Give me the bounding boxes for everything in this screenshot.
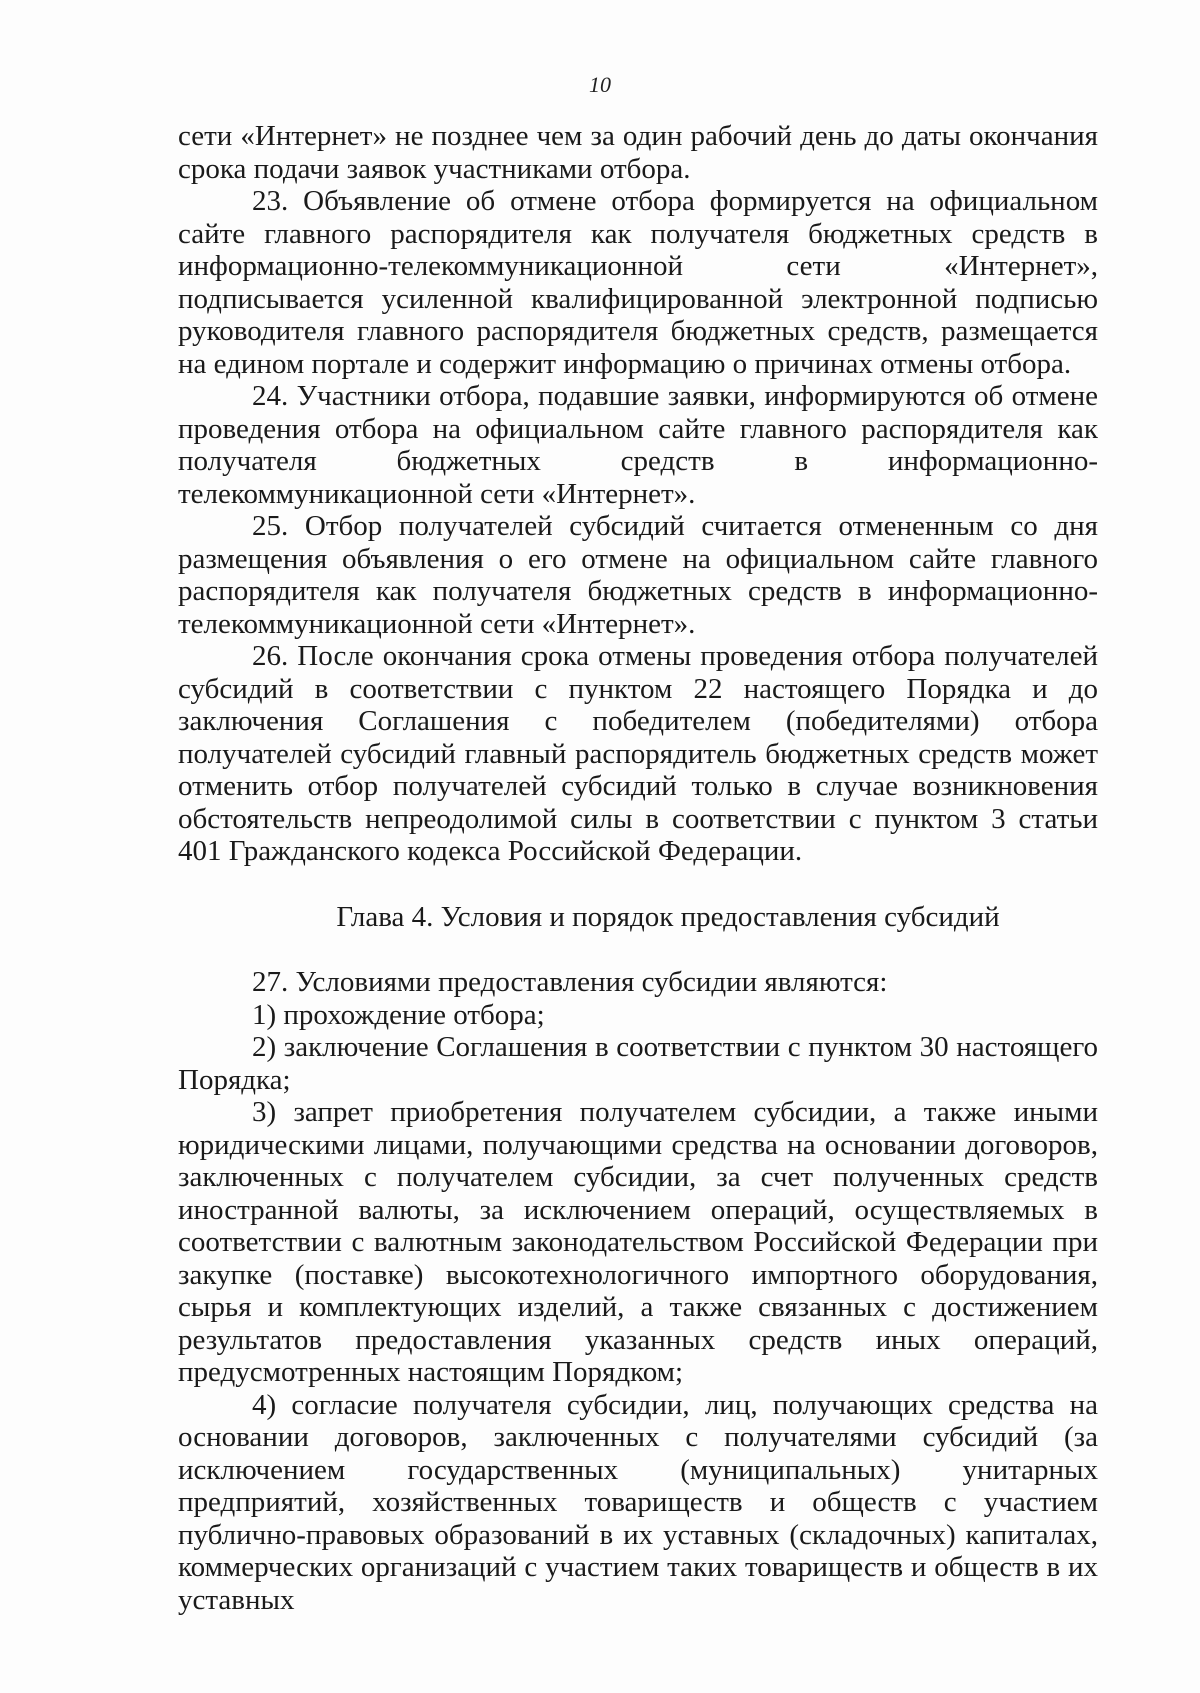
document-body <box>178 120 1098 1616</box>
paragraph-25: 25. Отбор получателей субсидий считается отмененным со дня размещения объявления о его отмене на официальном сайте главного распорядителя как получателя бюджетных средств в информационно-телекоммуникационной сети «Интернет». <box>178 510 1098 640</box>
paragraph-24: 24. Участники отбора, подавшие заявки, информируются об отмене проведения отбора на официальном сайте главного распорядителя как получателя бюджетных средств в информационно-телекоммуникационной сети «Интернет». <box>178 380 1098 510</box>
paragraph-23: 23. Объявление об отмене отбора формируется на официальном сайте главного распорядителя как получателя бюджетных средств в информационно-телекоммуникационной сети «Интернет», подписывается усиленной квалифицированной электронной подписью руководителя главного распорядителя бюджетных средств, размещается на едином портале и содержит информацию о причинах отмены отбора. <box>178 185 1098 380</box>
list-item-4: 4) согласие получателя субсидии, лиц, получающих средства на основании договоров, заключенных с получателями субсидий (за исключением государственных (муниципальных) унитарных предприятий, хозяйственных товариществ и обществ с участием публично-правовых образований в их уставных (складочных) капиталах, коммерческих организаций с участием таких товариществ и обществ в их уставных <box>178 1388 1098 1616</box>
paragraph-27: 27. Условиями предоставления субсидии являются: <box>252 966 888 998</box>
chapter-heading: Глава 4. Условия и порядок предоставления субсидий <box>336 900 1000 933</box>
list-item-2: 2) заключение Соглашения в соответствии с пунктом 30 настоящего Порядка; <box>178 1031 1098 1096</box>
list-item-3: 3) запрет приобретения получателем субсидии, а также иными юридическими лицами, получающими средства на основании договоров, заключенных с получателем субсидии, за счет полученных средств иностранной валюты, за исключением операций, осуществляемых в соответствии с валютным законодательством Российской Федерации при закупке (поставке) высокотехнологичного импортного оборудования, сырья и комплектующих изделий, а также связанных с достижением результатов предоставления указанных средств иных операций, предусмотренных настоящим Порядком; <box>178 1096 1098 1388</box>
list-item-1: 1) прохождение отбора; <box>252 998 545 1031</box>
paragraph-26: 26. После окончания срока отмены проведения отбора получателей субсидий в соответствии с пунктом 22 настоящего Порядка и до заключения Соглашения с победителем (победителями) отбора получателей субсидий главный распорядитель бюджетных средств может отменить отбор получателей субсидий только в случае возникновения обстоятельств непреодолимой силы в соответствии с пунктом 3 статьи 401 Гражданского кодекса Российской Федерации. <box>178 640 1098 867</box>
page-number: 10 <box>589 72 611 97</box>
paragraph-continuation: сети «Интернет» не позднее чем за один рабочий день до даты окончания срока подачи заявок участниками отбора. <box>178 120 1098 185</box>
